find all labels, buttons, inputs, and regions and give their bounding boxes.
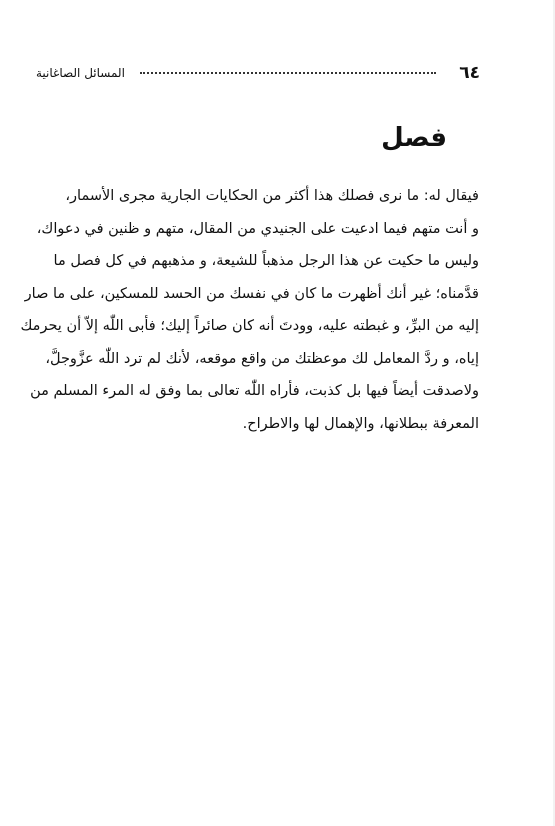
text-line: و أنت متهم فيما ادعيت على الجنيدي من المقال، متهم و ظنين في دعواك، bbox=[36, 220, 479, 237]
header-dotted-leader bbox=[140, 72, 436, 74]
running-book-title: المسائل الصاغانية bbox=[36, 66, 125, 80]
page-number: ٦٤ bbox=[459, 63, 480, 83]
text-line: المعرفة ببطلانها، والإهمال لها والاطراح. bbox=[242, 415, 479, 432]
text-line: قدَّمناه؛ غير أنك أظهرت ما كان في نفسك من الحسد للمسكين، على ما صار bbox=[24, 285, 479, 302]
text-line: إليه من البرِّ، و غبطته عليه، وودتَ أنه كان صائراً إليك؛ فأبى اللّٰه إلاّ أن يحرمك bbox=[20, 318, 479, 334]
text-line: ولاصدقت أيضاً فيها بل كذبت، فأراه اللّٰه تعالى بما وفق له المرء المسلم من bbox=[30, 383, 479, 399]
text-line: وليس ما حكيت عن هذا الرجل مذهباً للشيعة، و مذهبهم في كل فصل ما bbox=[53, 253, 479, 269]
text-line: إياه، و ردَّ المعامل لك موعظتك من واقع موقعه، لأنك لم ترد اللّٰه عزَّوجلَّ، bbox=[45, 350, 479, 367]
text-line: فيقال له: ما نرى فصلك هذا أكثر من الحكايات الجارية مجرى الأسمار، bbox=[65, 188, 479, 204]
running-header bbox=[36, 62, 480, 84]
section-title: فصل bbox=[381, 123, 447, 153]
body-paragraph bbox=[20, 180, 479, 440]
